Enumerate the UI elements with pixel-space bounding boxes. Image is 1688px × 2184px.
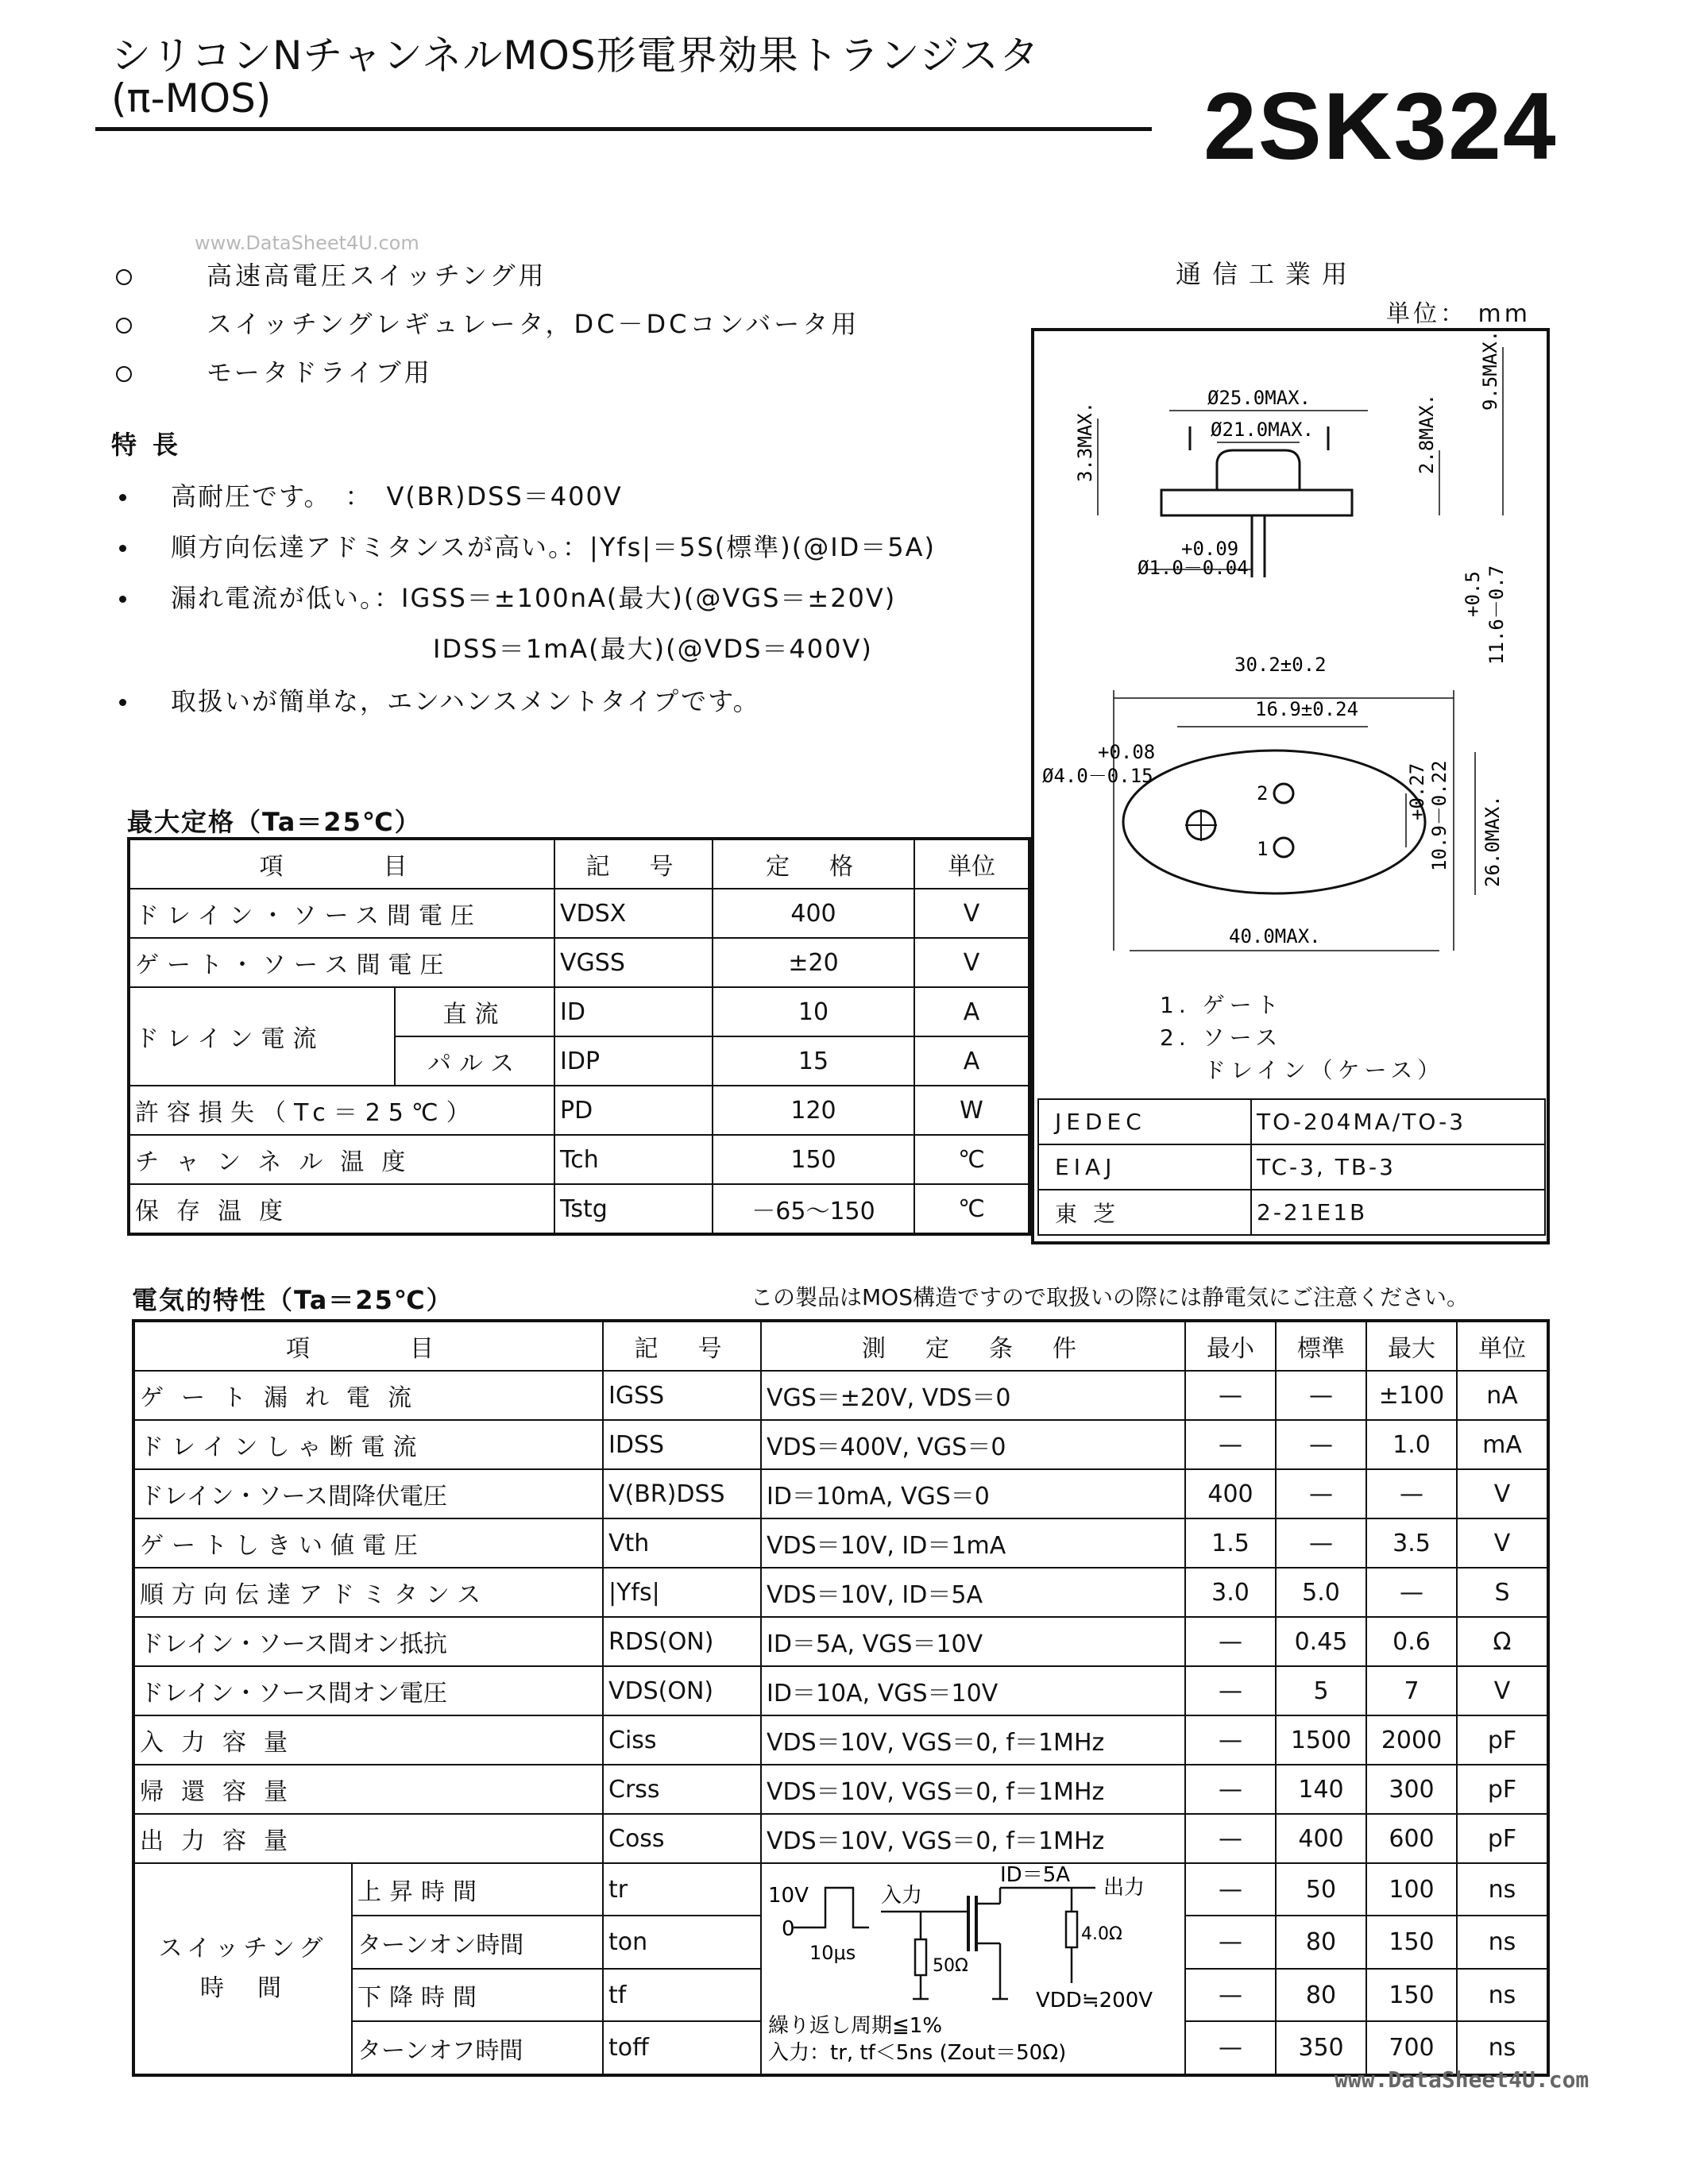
application-2: スイッチングレギュレータ，DC－DCコンバータ用 — [159, 304, 859, 341]
table-row: ドレイン・ソース間降伏電圧 V(BR)DSS ID＝10mA, VGS＝0 400 — — V — [133, 1469, 1548, 1518]
circuit-r-in: 50Ω — [933, 1956, 968, 1976]
table-row: JEDEC TO-204MA/TO-3 — [1038, 1099, 1545, 1144]
table-row: ドレイン・ソース間オン抵抗 RDS(ON) ID＝5A, VGS＝10V — 0.45 0.6 Ω — [133, 1617, 1548, 1666]
table-row: ゲートしきい値電圧 Vth VDS＝10V, ID＝1mA 1.5 — 3.5 V — [133, 1518, 1548, 1568]
circle-bullet-icon — [116, 318, 132, 334]
table-row: EIAJ TC-3, TB-3 — [1038, 1144, 1545, 1190]
table-row: 入力容量 Ciss VDS＝10V, VGS＝0, f＝1MHz — 1500 2000 pF — [133, 1715, 1548, 1765]
pin-2-desc: 2. ソース — [1160, 1024, 1283, 1051]
dim-hole-diameter: Ø4.0－0.15 — [1042, 765, 1153, 787]
title-rule — [95, 127, 1152, 131]
switching-test-circuit — [761, 1863, 1185, 2075]
title-line1: シリコンNチャンネルMOS形電界効果トランジスタ — [111, 33, 1040, 79]
circuit-zero: 0 — [782, 1917, 795, 1941]
esd-note: この製品はMOS構造ですので取扱いの際には静電気にご注意ください。 — [751, 1284, 1469, 1310]
circuit-note-1: 繰り返し周期≦1% — [768, 2014, 943, 2038]
watermark-top: www.DataSheet4U.com — [195, 232, 419, 254]
table-row: スイッチング 時 間 上昇時間 tr 10V 0 10μs 入力 出力 ID＝5A 50Ω 4.0Ω VDD≒200V 繰り返し周期≦1% 入力：tr, tf＜5ns (Zout＝50Ω) — 50 100 ns — [133, 1863, 1548, 1916]
dim-outer-diameter: Ø25.0MAX. — [1207, 387, 1311, 409]
table-row: 出力容量 Coss VDS＝10V, VGS＝0, f＝1MHz — 400 600 pF — [133, 1814, 1548, 1863]
pin-1-desc: 1. ゲート — [1160, 992, 1284, 1018]
circuit-note-2: 入力：tr, tf＜5ns (Zout＝50Ω) — [768, 2041, 1067, 2065]
package-standards-table — [1037, 1098, 1546, 1236]
table-header-row: 項 目 記 号 測 定 条 件 最小 標準 最大 単位 — [133, 1321, 1548, 1371]
circuit-id-label: ID＝5A — [1000, 1864, 1071, 1887]
feature-2: 順方向伝達アドミタンスが高い。：|Yfs|＝5S(標準)(@ID＝5A) — [171, 532, 937, 562]
header-unit: 単位 — [914, 839, 1029, 889]
feature-3: 漏れ電流が低い。：IGSS＝±100nA(最大)(@VGS＝±20V) — [171, 583, 897, 613]
table-row: チャンネル温度 Tch 150 ℃ — [129, 1135, 1029, 1184]
header-item: 項 目 — [129, 839, 554, 889]
circuit-r-load: 4.0Ω — [1081, 1924, 1122, 1944]
circuit-pulse-width: 10μs — [809, 1942, 856, 1964]
title-line2: (π-MOS) — [111, 75, 272, 122]
table-row: ゲート・ソース間電圧 VGSS ±20 V — [129, 938, 1029, 987]
table-row: 下降時間 tf — 80 150 ns — [133, 1969, 1548, 2021]
table-row: 帰還容量 Crss VDS＝10V, VGS＝0, f＝1MHz — 140 300 pF — [133, 1765, 1548, 1814]
table-row: パルス IDP 15 A — [129, 1036, 1029, 1086]
table-row: ドレイン・ソース間電圧 VDSX 400 V — [129, 889, 1029, 938]
package-drawing — [1034, 331, 1547, 1098]
dim-pin-pitch-tolerance: +0.27 — [1406, 762, 1428, 820]
application-3: モータドライブ用 — [159, 353, 433, 389]
electrical-title: 電気的特性（Ta＝25℃） — [132, 1285, 454, 1315]
dim-pin-tolerance: +0.09 — [1181, 538, 1239, 560]
dim-pin-span: 16.9±0.24 — [1255, 698, 1359, 720]
table-row: ターンオン時間 ton — 80 150 ns — [133, 1916, 1548, 1968]
max-ratings-table — [127, 837, 1031, 1236]
table-row: 許容損失（Tc＝25℃） PD 120 W — [129, 1086, 1029, 1135]
dim-height-3: 9.5MAX. — [1479, 331, 1501, 411]
usage-label: 通信工業用 — [1176, 259, 1359, 289]
pin-2-label: 2 — [1257, 782, 1269, 805]
test-circuit-diagram — [762, 1864, 1175, 2067]
table-row: ゲート漏れ電流 IGSS VGS＝±20V, VDS＝0 — — ±100 nA — [133, 1371, 1548, 1420]
circle-bullet-icon — [116, 366, 132, 382]
circuit-vdd: VDD≒200V — [1036, 1989, 1153, 2012]
unit-label: 単位： mm — [1386, 300, 1531, 328]
dim-span: 30.2±0.2 — [1234, 654, 1327, 676]
bullet-icon — [119, 494, 126, 501]
feature-4: 取扱いが簡単な，エンハンスメントタイプです。 — [171, 686, 760, 716]
table-row: ターンオフ時間 toff — 350 700 ns — [133, 2021, 1548, 2075]
bullet-icon — [119, 545, 126, 552]
electrical-characteristics-table — [132, 1319, 1550, 2077]
dim-inner-diameter: Ø21.0MAX. — [1211, 419, 1315, 441]
switching-group-label: スイッチング 時 間 — [133, 1863, 352, 2075]
dim-height-2: 2.8MAX. — [1416, 393, 1438, 474]
dim-pin-diameter: Ø1.0－0.04 — [1138, 557, 1249, 579]
table-row: 保存温度 Tstg －65～150 ℃ — [129, 1184, 1029, 1234]
application-1: 高速高電圧スイッチング用 — [159, 256, 547, 292]
table-row: ドレイン・ソース間オン電圧 VDS(ON) ID＝10A, VGS＝10V — 5 7 V — [133, 1666, 1548, 1715]
circuit-v-in: 10V — [768, 1884, 809, 1908]
pin-drain-desc: ドレイン（ケース） — [1203, 1057, 1445, 1083]
dim-width: 40.0MAX. — [1229, 925, 1321, 947]
table-row: 東芝 2-21E1B — [1038, 1190, 1545, 1235]
table-row: ドレインしゃ断電流 IDSS VDS＝400V, VGS＝0 — — 1.0 mA — [133, 1420, 1548, 1469]
table-header-row — [129, 839, 1029, 889]
pin-1-label: 1 — [1257, 838, 1269, 860]
feature-3-cont: IDSS＝1mA(最大)(@VDS＝400V) — [433, 634, 873, 664]
dim-hole-tolerance: +0.08 — [1098, 741, 1156, 763]
circuit-output-label: 出力 — [1103, 1876, 1145, 1900]
bullet-icon — [119, 596, 126, 603]
circuit-input-label: 入力 — [881, 1884, 923, 1908]
bullet-icon — [119, 699, 126, 706]
dim-pin-pitch: 10.9－0.22 — [1428, 760, 1450, 871]
circle-bullet-icon — [116, 269, 132, 285]
dim-lead-length: 11.6－0.7 — [1485, 565, 1508, 665]
table-row: 順方向伝達アドミタンス |Yfs| VDS＝10V, ID＝5A 3.0 5.0 — S — [133, 1568, 1548, 1617]
watermark-bottom: www.DataSheet4U.com — [1335, 2066, 1590, 2093]
part-number: 2SK324 — [1203, 73, 1558, 179]
header-rating: 定 格 — [713, 839, 914, 889]
dim-height-1: 3.3MAX. — [1074, 401, 1096, 482]
dim-lead-tolerance: +0.5 — [1462, 571, 1484, 617]
features-title: 特長 — [111, 430, 195, 460]
table-row: ドレイン電流 直流 ID 10 A — [129, 987, 1029, 1036]
dim-height: 26.0MAX. — [1481, 795, 1504, 887]
max-ratings-title: 最大定格（Ta＝25℃） — [127, 807, 422, 837]
feature-1: 高耐圧です。 ： V(BR)DSS＝400V — [171, 481, 623, 511]
header-symbol: 記 号 — [554, 839, 713, 889]
